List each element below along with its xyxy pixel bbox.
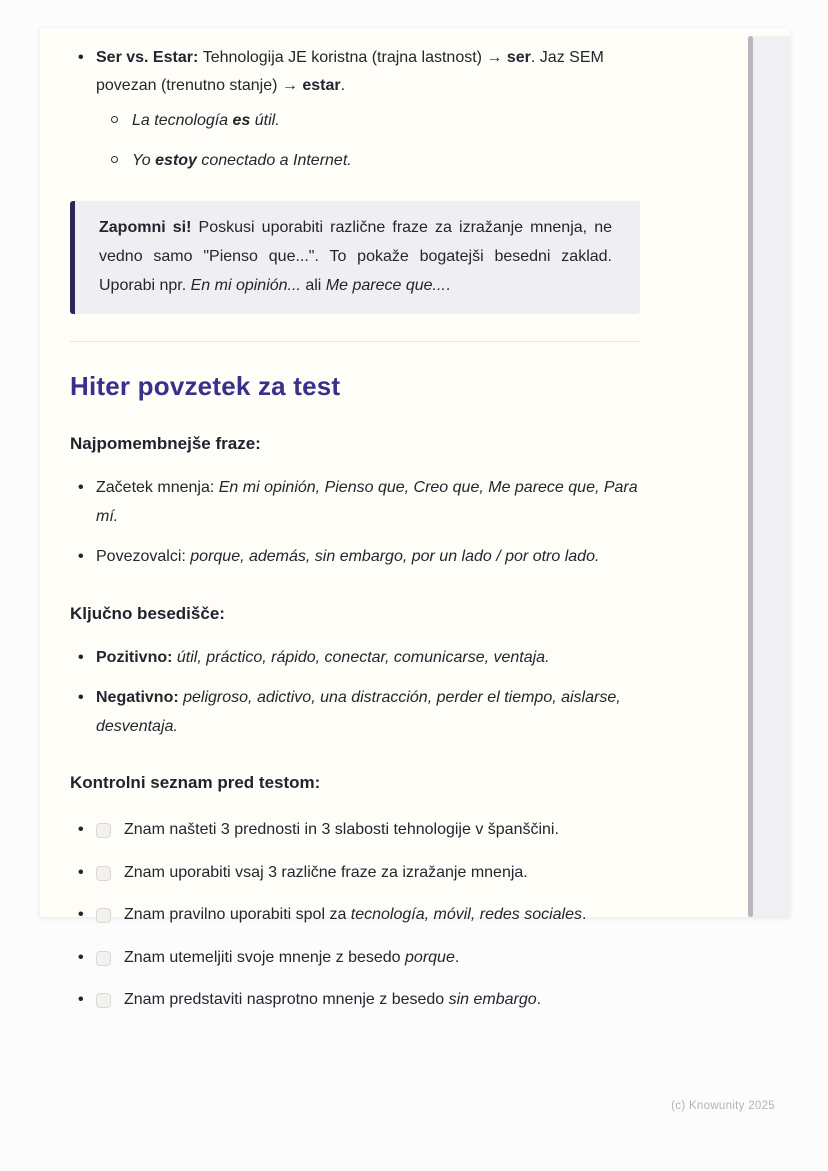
section-divider <box>70 341 640 342</box>
checklist-checkbox[interactable] <box>96 823 111 838</box>
bullet-icon: • <box>78 648 84 666</box>
vocab-subheading: Ključno besedišče: <box>70 603 225 623</box>
checklist-item-text: Znam predstaviti nasprotno mnenje z besedo sin embargo. <box>124 991 542 1009</box>
circle-bullet-icon <box>111 156 118 163</box>
phrases-item-text: Začetek mnenja: En mi opinión, Pienso que, Creo que, Me parece que, Para mí. <box>96 479 638 525</box>
checklist-checkbox[interactable] <box>96 866 111 881</box>
vocab-item-text: Negativno: peligroso, adictivo, una distracción, perder el tiempo, aislarse, desventaja. <box>96 689 621 735</box>
example-text: La tecnología es útil. <box>132 111 280 129</box>
note-callout-text: Zapomni si! Poskusi uporabiti različne fraze za izražanje mnenja, ne vedno samo "Pienso que...". To pokaže bogatejši besedni zaklad. Uporabi npr. En mi opinión... ali Me parece que.... <box>99 219 612 294</box>
phrases-item-text: Povezovalci: porque, además, sin embargo, por un lado / por otro lado. <box>96 548 600 566</box>
checklist-checkbox[interactable] <box>96 993 111 1008</box>
list-item <box>70 474 640 531</box>
bullet-icon: • <box>78 548 84 566</box>
phrases-list <box>70 474 640 571</box>
list-item <box>70 684 640 741</box>
checklist-item-text: Znam utemeljiti svoje mnenje z besedo porque. <box>124 948 460 966</box>
checklist-row <box>70 901 640 929</box>
bullet-icon: • <box>78 948 84 966</box>
checklist-row <box>70 859 640 887</box>
checklist-item-text: Znam našteti 3 prednosti in 3 slabosti tehnologije v španščini. <box>124 821 559 839</box>
bullet-icon: • <box>78 863 84 881</box>
checklist-subheading: Kontrolni seznam pred testom: <box>70 773 321 793</box>
list-item <box>104 147 640 174</box>
list-item <box>70 644 640 672</box>
document-page <box>40 28 790 1009</box>
vocab-item-text: Pozitivno: útil, práctico, rápido, conectar, comunicarse, ventaja. <box>96 648 550 666</box>
bullet-icon: • <box>78 479 84 497</box>
document-content <box>70 44 640 1029</box>
checklist-row <box>70 944 640 972</box>
bullet-icon: • <box>78 689 84 707</box>
summary-heading: Hiter povzetek za test <box>70 370 341 401</box>
note-callout <box>70 201 640 313</box>
vocab-list <box>70 644 640 741</box>
ser-estar-list <box>70 44 640 174</box>
checklist-row <box>70 816 640 844</box>
list-item <box>104 107 640 134</box>
bullet-icon: • <box>78 991 84 1009</box>
checklist-checkbox[interactable] <box>96 951 111 966</box>
checklist-item-text: Znam pravilno uporabiti spol za tecnología, móvil, redes sociales. <box>124 906 587 924</box>
list-item <box>70 543 640 571</box>
checklist-item-text: Znam uporabiti vsaj 3 različne fraze za izražanje mnenja. <box>124 863 528 881</box>
example-text: Yo estoy conectado a Internet. <box>132 152 352 170</box>
list-item <box>70 44 640 174</box>
scrollbar-thumb[interactable] <box>748 36 753 917</box>
checklist-row <box>70 986 640 1014</box>
circle-bullet-icon <box>111 116 118 123</box>
bullet-icon: • <box>78 49 84 66</box>
example-sublist <box>96 107 640 174</box>
ser-estar-text: Ser vs. Estar: Tehnologija JE koristna (trajna lastnost) → ser. Jaz SEM povezan (trenutno stanje) → estar. <box>96 49 604 95</box>
bullet-icon: • <box>78 821 84 839</box>
copyright-text: (c) Knowunity 2025 <box>671 1100 775 1112</box>
bullet-icon: • <box>78 906 84 924</box>
pre-test-checklist <box>70 816 640 1014</box>
phrases-subheading: Najpomembnejše fraze: <box>70 433 261 453</box>
scrollbar[interactable] <box>748 36 790 917</box>
checklist-checkbox[interactable] <box>96 908 111 923</box>
